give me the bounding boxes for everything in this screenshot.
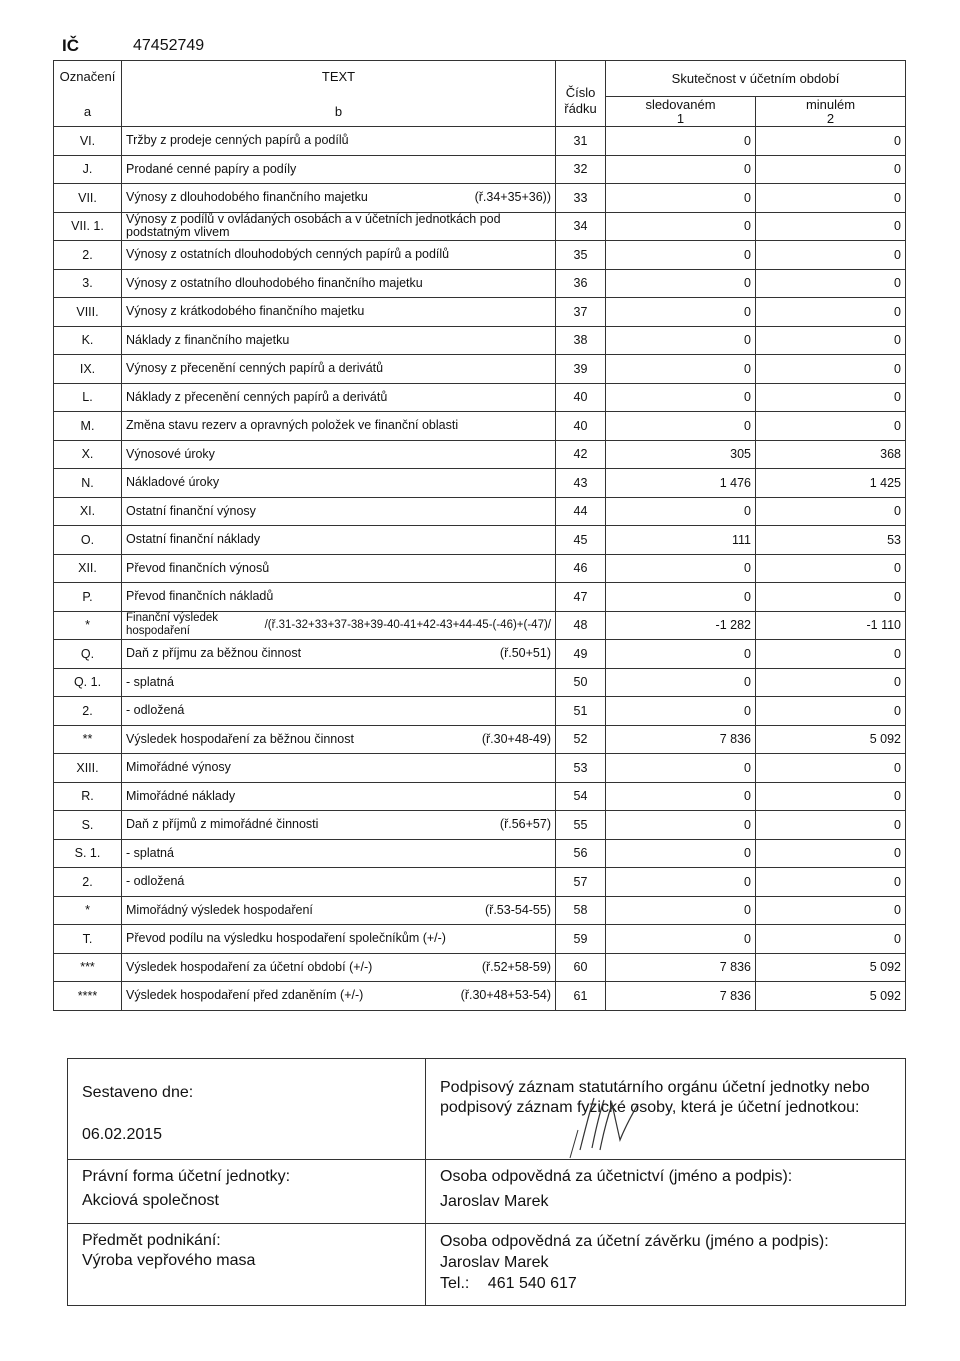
table-row xyxy=(54,241,906,270)
row-code: 2. xyxy=(54,868,122,897)
row-current-value: 0 xyxy=(606,668,756,697)
row-current-value: 0 xyxy=(606,184,756,213)
table-row xyxy=(54,811,906,840)
row-current-value: 0 xyxy=(606,811,756,840)
row-text: Výsledek hospodaření za běžnou činnost xyxy=(126,731,354,746)
table-row xyxy=(54,184,906,213)
row-code: XII. xyxy=(54,554,122,583)
row-previous-value: 0 xyxy=(756,754,906,783)
row-text: Výnosy z ostatního dlouhodobého finančního majetku xyxy=(126,275,423,290)
row-text: - splatná xyxy=(126,674,174,689)
table-row xyxy=(54,725,906,754)
row-text: Mimořádný výsledek hospodaření xyxy=(126,902,313,917)
row-code: VII. xyxy=(54,184,122,213)
table-row xyxy=(54,896,906,925)
row-previous-value: 0 xyxy=(756,155,906,184)
table-row xyxy=(54,497,906,526)
row-text: Výsledek hospodaření před zdaněním (+/-) xyxy=(126,988,364,1003)
ic-label: IČ xyxy=(62,36,79,55)
table-row xyxy=(54,269,906,298)
row-text: Převod finančních nákladů xyxy=(126,589,274,604)
row-number: 44 xyxy=(556,497,606,526)
row-current-value: 305 xyxy=(606,440,756,469)
row-text-cell xyxy=(122,896,556,925)
row-text-cell xyxy=(122,668,556,697)
table-row xyxy=(54,383,906,412)
row-code: L. xyxy=(54,383,122,412)
row-previous-value: -1 110 xyxy=(756,611,906,640)
header-col-2: 2 xyxy=(826,110,835,126)
row-text-cell xyxy=(122,526,556,555)
row-current-value: 0 xyxy=(606,839,756,868)
row-previous-value: 0 xyxy=(756,668,906,697)
row-code: 3. xyxy=(54,269,122,298)
row-number: 55 xyxy=(556,811,606,840)
table-row xyxy=(54,697,906,726)
row-code: ** xyxy=(54,725,122,754)
row-code: Q. xyxy=(54,640,122,669)
header-previous-label: minulém xyxy=(805,96,856,112)
table-row xyxy=(54,155,906,184)
header-row-label-1: Číslo xyxy=(565,84,596,100)
row-previous-value: 0 xyxy=(756,127,906,156)
table-row xyxy=(54,127,906,156)
row-formula: (ř.52+58-59) xyxy=(481,959,551,974)
row-text: Prodané cenné papíry a podíly xyxy=(126,161,297,176)
row-previous-value: 0 xyxy=(756,811,906,840)
row-current-value: 0 xyxy=(606,241,756,270)
row-current-value: 7 836 xyxy=(606,953,756,982)
row-number: 33 xyxy=(556,184,606,213)
row-number: 59 xyxy=(556,925,606,954)
row-number: 34 xyxy=(556,212,606,241)
row-previous-value: 0 xyxy=(756,184,906,213)
row-code: * xyxy=(54,611,122,640)
row-formula: (ř.34+35+36)) xyxy=(474,190,551,205)
row-text: Výnosové úroky xyxy=(126,446,215,461)
row-code: IX. xyxy=(54,355,122,384)
row-text-cell xyxy=(122,640,556,669)
row-code: O. xyxy=(54,526,122,555)
header-text-cell xyxy=(122,61,556,127)
row-text-cell xyxy=(122,725,556,754)
header-col-1: 1 xyxy=(676,110,685,126)
row-text-cell xyxy=(122,868,556,897)
row-text: Výnosy z dlouhodobého finančního majetku xyxy=(126,190,368,205)
row-formula: (ř.30+48+53-54) xyxy=(460,988,551,1003)
row-text-cell xyxy=(122,554,556,583)
row-text: Daň z příjmů z mimořádné činnosti xyxy=(126,817,319,832)
signature-divider-vertical xyxy=(425,1059,426,1305)
row-number: 37 xyxy=(556,298,606,327)
row-text-cell xyxy=(122,583,556,612)
row-current-value: 111 xyxy=(606,526,756,555)
header-col-a: a xyxy=(83,104,92,119)
row-previous-value: 53 xyxy=(756,526,906,555)
header-previous-cell xyxy=(756,97,906,127)
row-code: S. 1. xyxy=(54,839,122,868)
row-previous-value: 0 xyxy=(756,697,906,726)
row-number: 61 xyxy=(556,982,606,1011)
table-row xyxy=(54,754,906,783)
row-text: Výsledek hospodaření za účetní období (+/-) xyxy=(126,959,373,974)
row-number: 36 xyxy=(556,269,606,298)
row-text: Náklady z přecenění cenných papírů a derivátů xyxy=(126,389,388,404)
row-previous-value: 0 xyxy=(756,269,906,298)
row-code: *** xyxy=(54,953,122,982)
row-code: XIII. xyxy=(54,754,122,783)
row-current-value: -1 282 xyxy=(606,611,756,640)
row-code: N. xyxy=(54,469,122,498)
header-current-label: sledovaném xyxy=(645,96,716,112)
tel-label: Tel.: xyxy=(440,1275,470,1292)
row-text-cell xyxy=(122,298,556,327)
row-number: 43 xyxy=(556,469,606,498)
row-current-value: 0 xyxy=(606,355,756,384)
row-code: **** xyxy=(54,982,122,1011)
row-number: 50 xyxy=(556,668,606,697)
row-previous-value: 0 xyxy=(756,583,906,612)
row-code: M. xyxy=(54,412,122,441)
header-code-label: Označení xyxy=(59,69,116,84)
row-current-value: 1 476 xyxy=(606,469,756,498)
accounting-person-label: Osoba odpovědná za účetnictví (jméno a podpis): xyxy=(440,1168,793,1185)
row-code: X. xyxy=(54,440,122,469)
row-previous-value: 0 xyxy=(756,497,906,526)
table-row xyxy=(54,953,906,982)
header-text-label: TEXT xyxy=(321,69,356,84)
header-current-cell xyxy=(606,97,756,127)
row-text: - odložená xyxy=(126,874,185,889)
row-current-value: 0 xyxy=(606,925,756,954)
row-number: 53 xyxy=(556,754,606,783)
row-code: K. xyxy=(54,326,122,355)
row-text-cell xyxy=(122,127,556,156)
row-number: 38 xyxy=(556,326,606,355)
row-number: 49 xyxy=(556,640,606,669)
table-row xyxy=(54,212,906,241)
row-number: 32 xyxy=(556,155,606,184)
row-code: 2. xyxy=(54,241,122,270)
row-previous-value: 5 092 xyxy=(756,953,906,982)
signature-divider-2 xyxy=(68,1223,905,1224)
row-number: 40 xyxy=(556,383,606,412)
row-previous-value: 0 xyxy=(756,896,906,925)
closing-person-name: Jaroslav Marek xyxy=(440,1254,549,1271)
table-row xyxy=(54,583,906,612)
table-row xyxy=(54,326,906,355)
row-code: VII. 1. xyxy=(54,212,122,241)
row-previous-value: 0 xyxy=(756,355,906,384)
row-current-value: 0 xyxy=(606,554,756,583)
row-text: Finanční výsledek hospodaření xyxy=(126,612,219,638)
row-current-value: 0 xyxy=(606,497,756,526)
row-code: * xyxy=(54,896,122,925)
table-row xyxy=(54,554,906,583)
table-row xyxy=(54,839,906,868)
row-text: Mimořádné náklady xyxy=(126,788,236,803)
row-code: 2. xyxy=(54,697,122,726)
row-current-value: 7 836 xyxy=(606,725,756,754)
row-text: Mimořádné výnosy xyxy=(126,760,231,775)
row-previous-value: 0 xyxy=(756,839,906,868)
row-current-value: 0 xyxy=(606,697,756,726)
row-code: VI. xyxy=(54,127,122,156)
row-formula: /(ř.31-32+33+37-38+39-40-41+42-43+44-45-(-46)+(-47)/ xyxy=(264,618,551,631)
row-text-cell xyxy=(122,241,556,270)
row-previous-value: 0 xyxy=(756,412,906,441)
row-previous-value: 0 xyxy=(756,298,906,327)
row-text-cell xyxy=(122,412,556,441)
row-formula: (ř.56+57) xyxy=(499,817,551,832)
table-row xyxy=(54,782,906,811)
row-number: 35 xyxy=(556,241,606,270)
table-row xyxy=(54,412,906,441)
table-row xyxy=(54,982,906,1011)
row-current-value: 0 xyxy=(606,868,756,897)
row-number: 46 xyxy=(556,554,606,583)
row-formula: (ř.50+51) xyxy=(499,646,551,661)
row-text: Výnosy z přecenění cenných papírů a derivátů xyxy=(126,361,384,376)
row-text: Tržby z prodeje cenných papírů a podílů xyxy=(126,133,349,148)
row-text: Výnosy z krátkodobého finančního majetku xyxy=(126,304,365,319)
row-number: 40 xyxy=(556,412,606,441)
row-code: T. xyxy=(54,925,122,954)
compiled-label: Sestaveno dne: xyxy=(82,1084,194,1101)
row-current-value: 0 xyxy=(606,583,756,612)
table-body xyxy=(54,127,906,1011)
table-row xyxy=(54,298,906,327)
row-number: 39 xyxy=(556,355,606,384)
row-text-cell xyxy=(122,611,556,640)
row-code: J. xyxy=(54,155,122,184)
row-text: Výnosy z podílů v ovládaných osobách a v účetních jednotkách pod podstatným vlivem xyxy=(126,212,501,240)
profit-loss-table xyxy=(53,60,906,1011)
table-row xyxy=(54,526,906,555)
row-formula: (ř.53-54-55) xyxy=(485,902,551,917)
row-current-value: 0 xyxy=(606,383,756,412)
row-number: 45 xyxy=(556,526,606,555)
row-number: 42 xyxy=(556,440,606,469)
tel-line xyxy=(440,1274,577,1294)
row-previous-value: 5 092 xyxy=(756,982,906,1011)
ic-value: 47452749 xyxy=(133,37,205,54)
row-current-value: 7 836 xyxy=(606,982,756,1011)
header-period-cell xyxy=(606,61,906,97)
row-current-value: 0 xyxy=(606,298,756,327)
row-text: - odložená xyxy=(126,703,185,718)
row-number: 58 xyxy=(556,896,606,925)
row-text-cell xyxy=(122,355,556,384)
row-text-cell xyxy=(122,184,556,213)
row-text-cell xyxy=(122,982,556,1011)
row-text-cell xyxy=(122,383,556,412)
row-text-cell xyxy=(122,212,556,241)
header-code-cell xyxy=(54,61,122,127)
tel-value: 461 540 617 xyxy=(487,1275,577,1292)
compiled-date: 06.02.2015 xyxy=(82,1126,163,1143)
row-previous-value: 0 xyxy=(756,326,906,355)
row-code: P. xyxy=(54,583,122,612)
header-period-label: Skutečnost v účetním období xyxy=(671,71,840,86)
statutory-text: Podpisový záznam statutárního orgánu účetní jednotky nebo podpisový záznam fyzické osoby, která je účetní jednotkou: xyxy=(440,1079,870,1116)
row-code: VIII. xyxy=(54,298,122,327)
row-number: 48 xyxy=(556,611,606,640)
row-text-cell xyxy=(122,440,556,469)
signature-divider-1 xyxy=(68,1159,905,1160)
row-previous-value: 5 092 xyxy=(756,725,906,754)
row-previous-value: 368 xyxy=(756,440,906,469)
row-text-cell xyxy=(122,269,556,298)
row-text: Nákladové úroky xyxy=(126,475,220,490)
row-text-cell xyxy=(122,839,556,868)
row-previous-value: 0 xyxy=(756,554,906,583)
header-row-label-2: řádku xyxy=(564,100,597,116)
table-row xyxy=(54,640,906,669)
row-number: 47 xyxy=(556,583,606,612)
row-number: 51 xyxy=(556,697,606,726)
row-number: 57 xyxy=(556,868,606,897)
closing-person-label: Osoba odpovědná za účetní závěrku (jméno a podpis): xyxy=(440,1233,829,1250)
row-text-cell xyxy=(122,155,556,184)
row-code: S. xyxy=(54,811,122,840)
row-text-cell xyxy=(122,497,556,526)
row-number: 31 xyxy=(556,127,606,156)
legal-form-value: Akciová společnost xyxy=(82,1192,219,1209)
row-text: Ostatní finanční náklady xyxy=(126,532,261,547)
table-row xyxy=(54,440,906,469)
row-text: Převod podílu na výsledku hospodaření společníkům (+/-) xyxy=(126,931,446,946)
row-current-value: 0 xyxy=(606,412,756,441)
table-row xyxy=(54,868,906,897)
row-code: XI. xyxy=(54,497,122,526)
business-value: Výroba vepřového masa xyxy=(82,1252,256,1269)
row-text-cell xyxy=(122,953,556,982)
accounting-person-name: Jaroslav Marek xyxy=(440,1193,549,1210)
row-text: - splatná xyxy=(126,845,174,860)
row-current-value: 0 xyxy=(606,782,756,811)
row-number: 56 xyxy=(556,839,606,868)
row-text-cell xyxy=(122,782,556,811)
row-text-cell xyxy=(122,326,556,355)
table-row xyxy=(54,668,906,697)
row-previous-value: 0 xyxy=(756,782,906,811)
legal-form-label: Právní forma účetní jednotky: xyxy=(82,1168,291,1185)
row-number: 52 xyxy=(556,725,606,754)
row-previous-value: 0 xyxy=(756,383,906,412)
row-text-cell xyxy=(122,469,556,498)
row-previous-value: 0 xyxy=(756,241,906,270)
row-current-value: 0 xyxy=(606,896,756,925)
row-previous-value: 0 xyxy=(756,212,906,241)
row-code: R. xyxy=(54,782,122,811)
row-code: Q. 1. xyxy=(54,668,122,697)
row-text: Změna stavu rezerv a opravných položek ve finanční oblasti xyxy=(126,418,459,433)
signature-box xyxy=(67,1058,906,1306)
row-current-value: 0 xyxy=(606,326,756,355)
header-col-b: b xyxy=(334,104,343,119)
row-formula: (ř.30+48-49) xyxy=(481,731,551,746)
row-current-value: 0 xyxy=(606,127,756,156)
row-current-value: 0 xyxy=(606,212,756,241)
row-text: Výnosy z ostatních dlouhodobých cenných papírů a podílů xyxy=(126,247,450,262)
row-text: Náklady z finančního majetku xyxy=(126,332,290,347)
row-text-cell xyxy=(122,754,556,783)
row-current-value: 0 xyxy=(606,269,756,298)
row-current-value: 0 xyxy=(606,754,756,783)
table-row xyxy=(54,469,906,498)
row-text-cell xyxy=(122,925,556,954)
row-text: Ostatní finanční výnosy xyxy=(126,503,256,518)
row-number: 60 xyxy=(556,953,606,982)
row-current-value: 0 xyxy=(606,640,756,669)
table-row xyxy=(54,355,906,384)
row-number: 54 xyxy=(556,782,606,811)
table-row xyxy=(54,925,906,954)
row-current-value: 0 xyxy=(606,155,756,184)
row-text-cell xyxy=(122,811,556,840)
row-previous-value: 1 425 xyxy=(756,469,906,498)
header-row-cell xyxy=(556,61,606,127)
row-text: Daň z příjmu za běžnou činnost xyxy=(126,646,302,661)
business-label: Předmět podnikání: xyxy=(82,1232,221,1249)
row-previous-value: 0 xyxy=(756,925,906,954)
row-text-cell xyxy=(122,697,556,726)
row-text: Převod finančních výnosů xyxy=(126,560,270,575)
row-previous-value: 0 xyxy=(756,640,906,669)
row-previous-value: 0 xyxy=(756,868,906,897)
table-row xyxy=(54,611,906,640)
